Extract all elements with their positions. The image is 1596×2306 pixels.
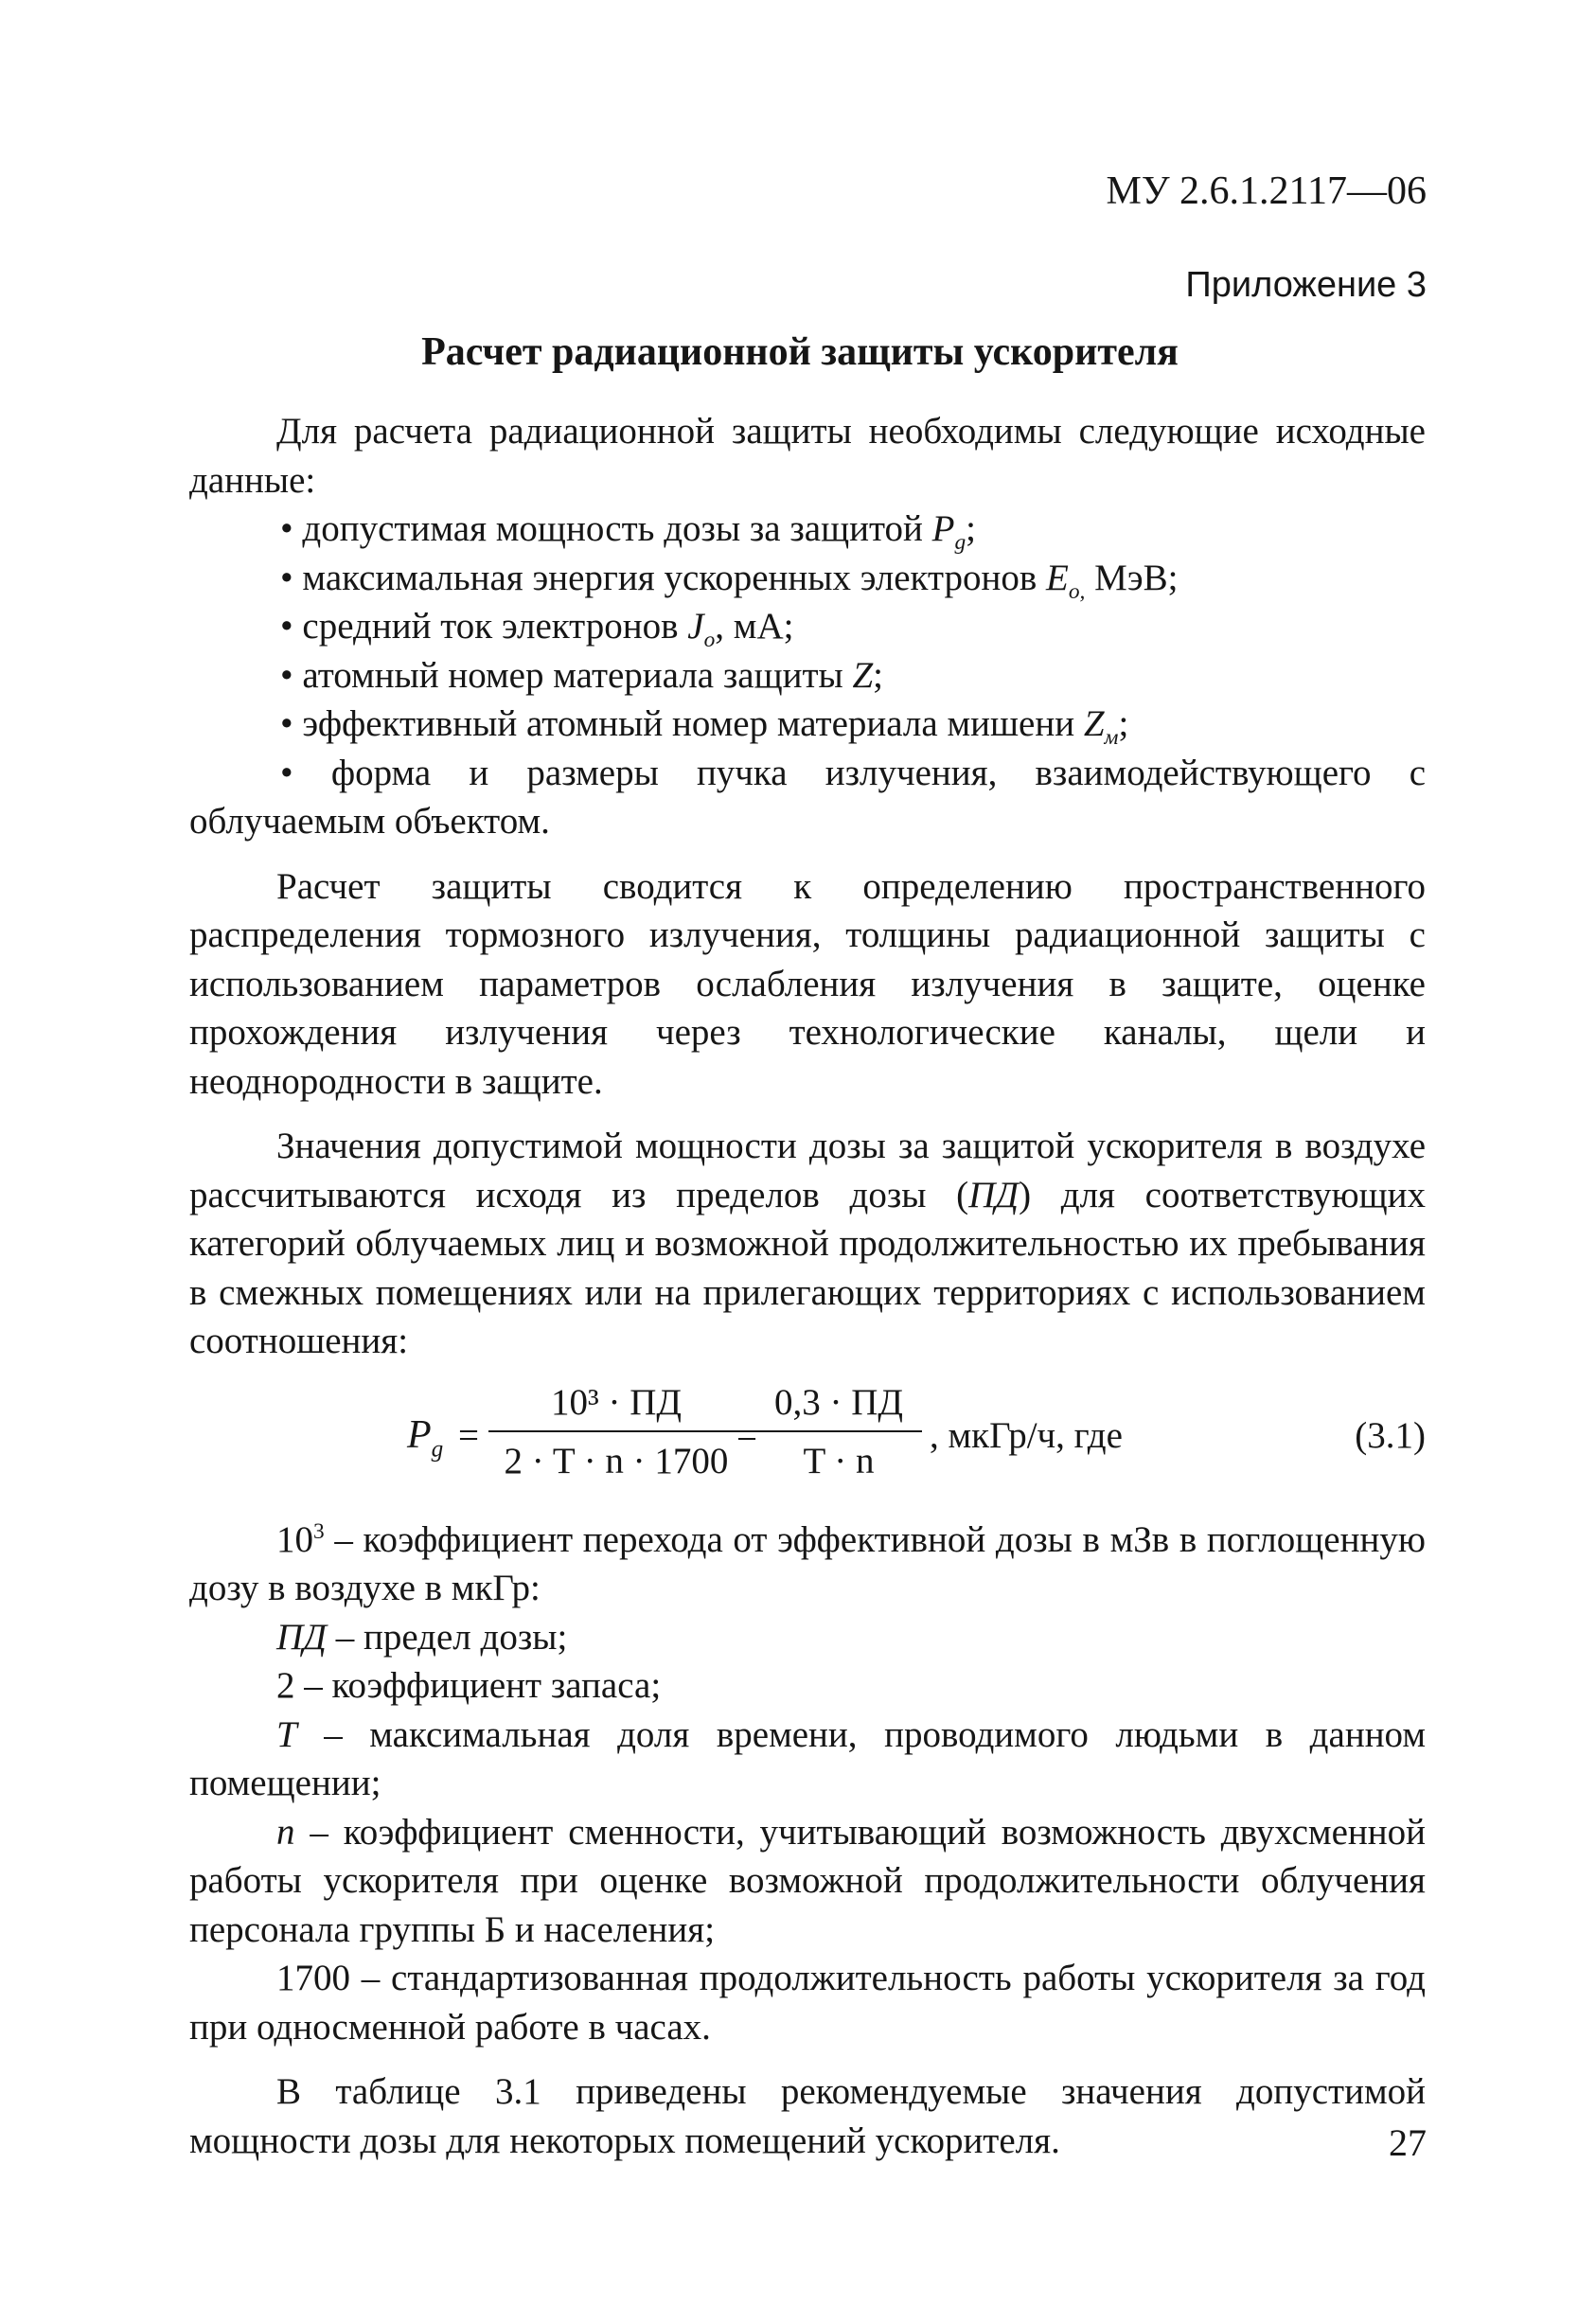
formula-3-1 <box>189 1381 1426 1502</box>
bullet-item: • средний ток электронов $J_o$, мА; <box>189 602 1426 651</box>
legend-item: n – коэффициент сменности, учитывающий возможность двухсменной работы ускорителя при оценке возможной продолжительности облучения персонала группы Б и населения; <box>189 1811 1426 1950</box>
page-number: 27 <box>1389 2121 1427 2164</box>
appendix-label: Приложение 3 <box>1185 265 1427 305</box>
document-code: МУ 2.6.1.2117—06 <box>1106 169 1427 213</box>
intro-paragraph: Для расчета радиационной защиты необходимы следующие исходные данные: <box>189 411 1426 501</box>
equals-sign: = <box>736 1414 757 1456</box>
fraction-numerator: 0,3 · ПД <box>773 1381 903 1423</box>
fraction-bar <box>755 1430 922 1432</box>
legend-item: 1700 – стандартизованная продолжительность работы ускорителя за год при односменной работе в часах. <box>189 1958 1426 2048</box>
values-paragraph: Значения допустимой мощности дозы за защитой ускорителя в воздухе рассчитываются исходя из пределов дозы (ПД) для соответствующих категорий облучаемых лиц и возможной продолжительностью их пребывания в смежных помещениях или на прилегающих территориях с использованием соотношения: <box>189 1126 1427 1361</box>
formula-units: , мкГр/ч, где <box>930 1414 1123 1456</box>
formula-lhs: $P_g$ <box>407 1412 444 1462</box>
calc-paragraph: Расчет защиты сводится к определению пространственного распределения тормозного излучения, толщины радиационной защиты с использованием параметров ослабления излучения в защите, оценке прохождения излучения через технологические каналы, щели и неоднородности в защите. <box>189 865 1426 1102</box>
fraction-numerator: 10³ · ПД <box>551 1381 682 1423</box>
bullet-item: • максимальная энергия ускоренных электронов $E_{o,}$ МэВ; <box>189 554 1426 603</box>
legend-item: $10^3$ – коэффициент перехода от эффективной дозы в мЗв в поглощенную дозу в воздухе в мкГр: <box>189 1518 1426 1608</box>
legend-item: T – максимальная доля времени, проводимого людьми в данном помещении; <box>189 1713 1426 1803</box>
bullet-item: • форма и размеры пучка излучения, взаимодействующего с облучаемым объектом. <box>189 749 1426 846</box>
fraction-main <box>488 1381 744 1483</box>
bullet-item: • допустимая мощность дозы за защитой $P_g$; <box>189 505 1426 554</box>
equation-number: (3.1) <box>1355 1414 1426 1456</box>
fraction-denominator: 2 · T · n · 1700 <box>504 1440 729 1481</box>
bullet-item: • эффективный атомный номер материала мишени $Z_м$; <box>189 700 1426 749</box>
document-body <box>189 407 1426 2165</box>
final-paragraph: В таблице 3.1 приведены рекомендуемые значения допустимой мощности дозы для некоторых помещений ускорителя. <box>189 2071 1426 2161</box>
bullet-item: • атомный номер материала защиты Z; <box>189 651 1426 701</box>
fraction-simplified <box>755 1381 922 1483</box>
fraction-denominator: T · n <box>803 1440 875 1481</box>
equals-sign: = <box>458 1414 479 1456</box>
section-title: Расчет радиационной защиты ускорителя <box>421 330 1179 374</box>
legend-item: 2 – коэффициент запаса; <box>276 1665 662 1706</box>
fraction-bar <box>488 1430 744 1432</box>
legend-item: ПД – предел дозы; <box>276 1616 568 1658</box>
